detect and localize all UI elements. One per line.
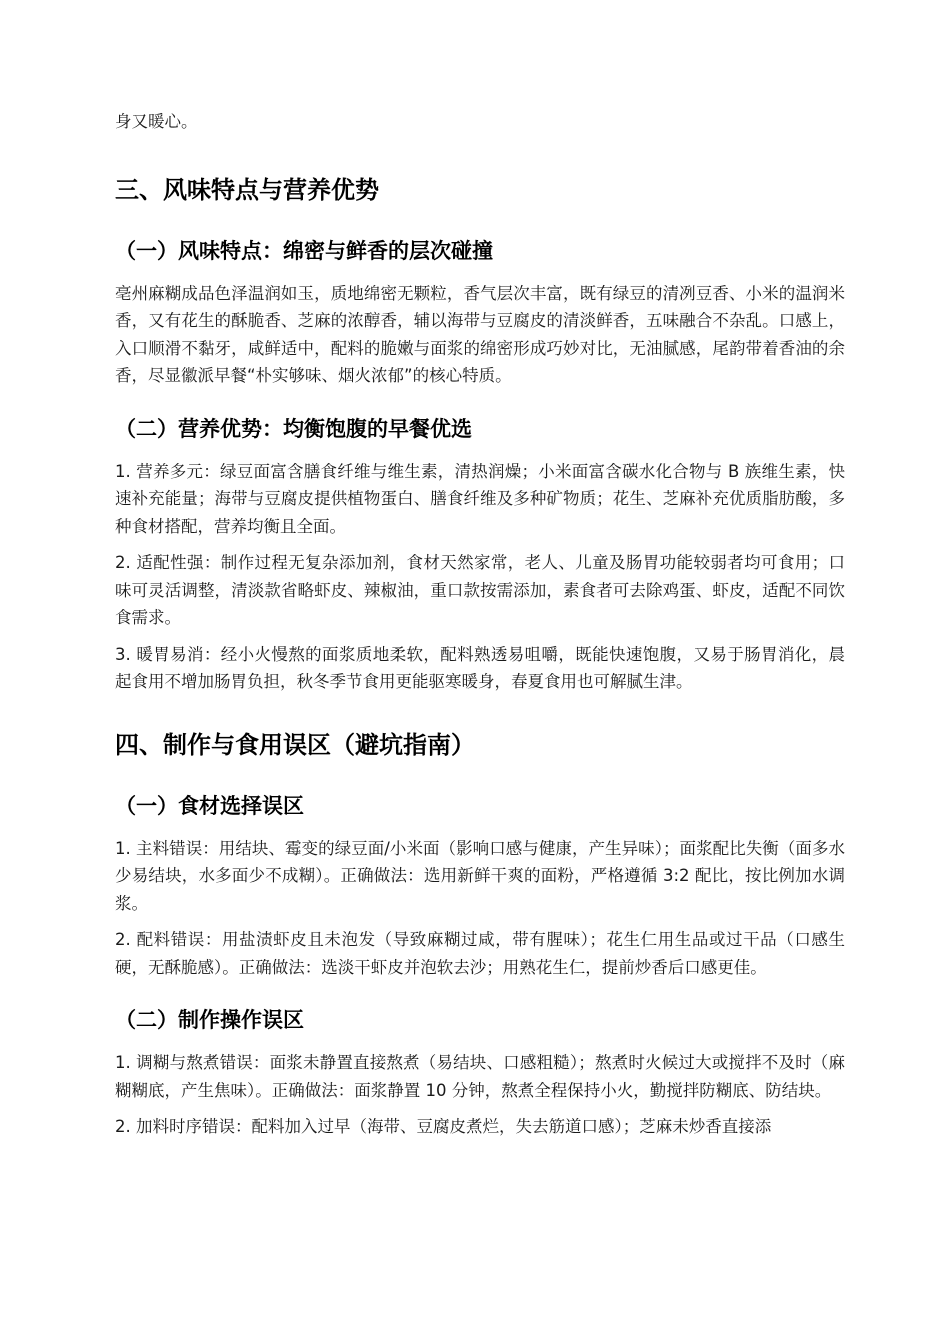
ingredient-mistake-item-2: 2. 配料错误：用盐渍虾皮且未泡发（导致麻糊过咸，带有腥味）；花生仁用生品或过干品（口感生硬，无酥脆感）。正确做法：选淡干虾皮并泡软去沙；用熟花生仁，提前炒香后口感更佳。 <box>115 930 845 977</box>
intro-tail-paragraph: 身又暖心。 <box>115 112 198 131</box>
nutrition-item-2: 2. 适配性强：制作过程无复杂添加剂，食材天然家常，老人、儿童及肠胃功能较弱者均可食用；口味可灵活调整，清淡款省略虾皮、辣椒油，重口款按需添加，素食者可去除鸡蛋、虾皮，适配不同饮食需求。 <box>115 553 845 627</box>
operation-mistake-item-1: 1. 调糊与熬煮错误：面浆未静置直接熬煮（易结块、口感粗糙）；熬煮时火候过大或搅拌不及时（麻糊糊底，产生焦味）。正确做法：面浆静置 10 分钟，熬煮全程保持小火，勤搅拌防糊底、防结块。 <box>115 1053 845 1100</box>
document-page <box>115 108 845 1141</box>
nutrition-item-3: 3. 暖胃易消：经小火慢熬的面浆质地柔软，配料熟透易咀嚼，既能快速饱腹，又易于肠胃消化，晨起食用不增加肠胃负担，秋冬季节食用更能驱寒暖身，春夏食用也可解腻生津。 <box>115 644 845 691</box>
section-3-heading: 三、风味特点与营养优势 <box>115 175 379 204</box>
section-4-1-heading: （一）食材选择误区 <box>115 793 304 818</box>
operation-mistake-item-2: 2. 加料时序错误：配料加入过早（海带、豆腐皮煮烂，失去筋道口感）；芝麻未炒香直接添 <box>115 1117 772 1136</box>
ingredient-mistake-item-1: 1. 主料错误：用结块、霉变的绿豆面/小米面（影响口感与健康，产生异味）；面浆配比失衡（面多水少易结块，水多面少不成糊）。正确做法：选用新鲜干爽的面粉，严格遵循 3:2 配比，按比例加水调浆。 <box>115 838 845 913</box>
section-4-2-heading: （二）制作操作误区 <box>115 1008 304 1032</box>
flavor-paragraph: 亳州麻糊成品色泽温润如玉，质地绵密无颗粒，香气层次丰富，既有绿豆的清冽豆香、小米的温润米香，又有花生的酥脆香、芝麻的浓醇香，辅以海带与豆腐皮的清淡鲜香，五味融合不杂乱。口感上，入口顺滑不黏牙，咸鲜适中，配料的脆嫩与面浆的绵密形成巧妙对比，无油腻感，尾韵带着香油的余香，尽显徽派早餐“朴实够味、烟火浓郁”的核心特质。 <box>115 283 845 385</box>
nutrition-item-1: 1. 营养多元：绿豆面富含膳食纤维与维生素，清热润燥；小米面富含碳水化合物与 B 族维生素，快速补充能量；海带与豆腐皮提供植物蛋白、膳食纤维及多种矿物质；花生、芝麻补充优质脂肪酸，多种食材搭配，营养均衡且全面。 <box>115 461 845 536</box>
section-3-1-heading: （一）风味特点：绵密与鲜香的层次碰撞 <box>115 238 493 263</box>
section-3-2-heading: （二）营养优势：均衡饱腹的早餐优选 <box>115 416 472 441</box>
section-4-heading: 四、制作与食用误区（避坑指南） <box>115 730 475 759</box>
